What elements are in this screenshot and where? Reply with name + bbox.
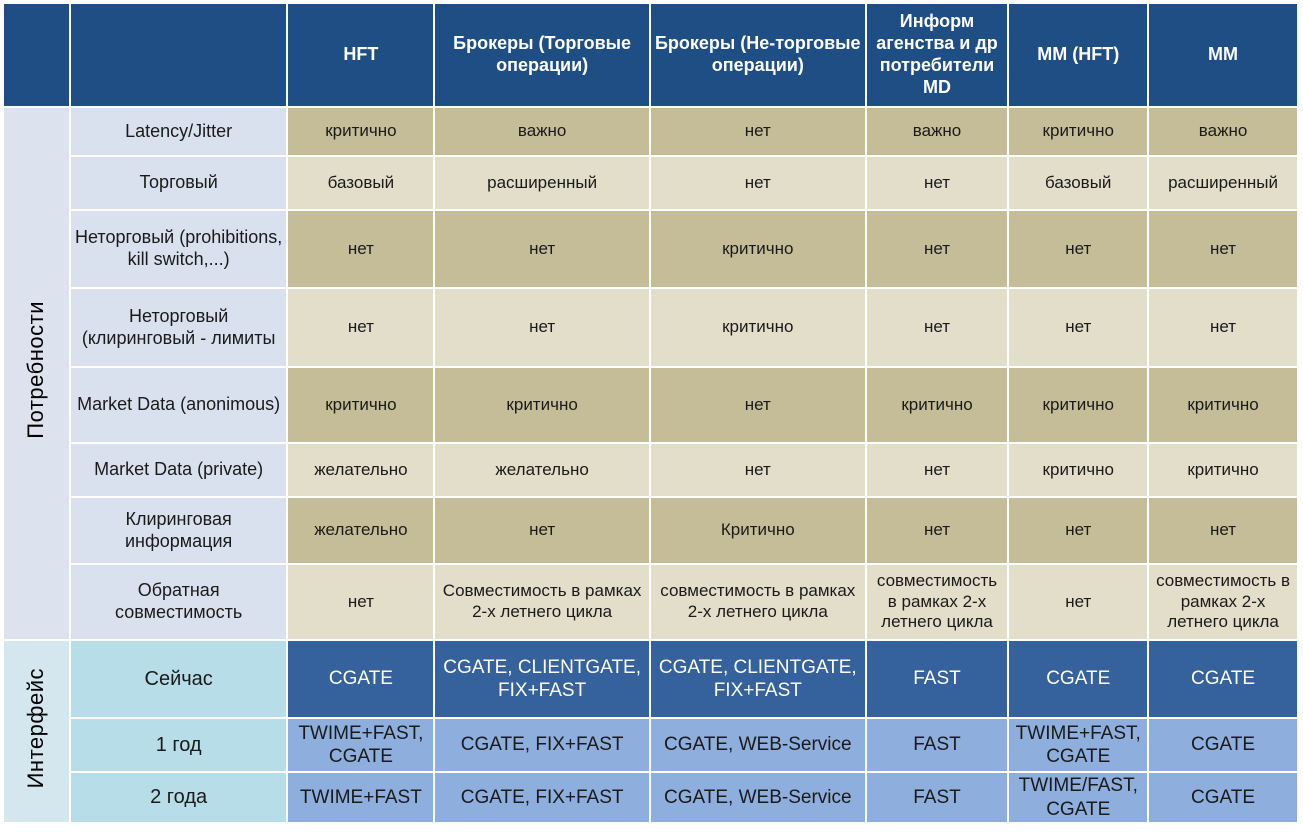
table-cell: нет (867, 289, 1008, 366)
table-cell: критично (651, 289, 865, 366)
row-label: Latency/Jitter (71, 108, 287, 155)
table-cell: TWIME/FAST, CGATE (1009, 773, 1147, 822)
table-cell: совместимость в рамках 2-х летнего цикла (867, 565, 1008, 639)
table-row (4, 289, 1297, 366)
row-label: Обратная совместимость (71, 565, 287, 639)
table-cell: критично (1149, 368, 1297, 442)
table-cell: TWIME+FAST, CGATE (1009, 719, 1147, 771)
table-cell: CGATE (1149, 773, 1297, 822)
table-cell: CGATE, WEB-Service (651, 719, 865, 771)
table-cell: нет (435, 211, 649, 287)
table-cell: CGATE, FIX+FAST (435, 773, 649, 822)
table-cell: критично (288, 368, 433, 442)
row-label: 2 года (71, 773, 287, 822)
table-cell: нет (288, 211, 433, 287)
table-cell: нет (1149, 498, 1297, 563)
table-row (4, 108, 1297, 155)
table-row (4, 157, 1297, 209)
table-cell: совместимость в рамках 2-х летнего цикла (651, 565, 865, 639)
header-corner (4, 4, 69, 106)
table-cell: совместимость в рамках 2-х летнего цикла (1149, 565, 1297, 639)
table-row (4, 211, 1297, 287)
table-cell: CGATE (1009, 641, 1147, 717)
table-cell: FAST (867, 773, 1008, 822)
table-row (4, 719, 1297, 771)
table-cell: желательно (288, 498, 433, 563)
table-cell: нет (651, 108, 865, 155)
row-label: Сейчас (71, 641, 287, 717)
table-cell: TWIME+FAST (288, 773, 433, 822)
table-row (4, 444, 1297, 496)
table-cell: нет (867, 498, 1008, 563)
table-cell: CGATE (1149, 719, 1297, 771)
table-cell: расширенный (435, 157, 649, 209)
table-cell: расширенный (1149, 157, 1297, 209)
row-label: Клиринговая информация (71, 498, 287, 563)
table-cell: критично (867, 368, 1008, 442)
table-cell: Совместимость в рамках 2-х летнего цикла (435, 565, 649, 639)
row-label: Торговый (71, 157, 287, 209)
table-row (4, 565, 1297, 639)
table-cell: нет (1009, 565, 1147, 639)
group-label-needs: Потребности (4, 108, 69, 639)
header-row (4, 4, 1297, 106)
table-cell: CGATE (288, 641, 433, 717)
table-cell: нет (435, 498, 649, 563)
col-header-brokers-trading: Брокеры (Торговые операции) (435, 4, 649, 106)
table-cell: FAST (867, 719, 1008, 771)
table-cell: базовый (288, 157, 433, 209)
table-cell: желательно (288, 444, 433, 496)
table-cell: критично (288, 108, 433, 155)
table-cell: нет (1149, 289, 1297, 366)
table-row (4, 498, 1297, 563)
table-cell: нет (288, 289, 433, 366)
table-cell: FAST (867, 641, 1008, 717)
group-label-interface: Интерфейс (4, 641, 69, 822)
table-cell: нет (867, 444, 1008, 496)
table-cell: нет (288, 565, 433, 639)
header-corner-label (71, 4, 287, 106)
col-header-info-agencies: Информ агенства и др потребители MD (867, 4, 1008, 106)
table-cell: TWIME+FAST, CGATE (288, 719, 433, 771)
col-header-mm-hft: MM (HFT) (1009, 4, 1147, 106)
table-cell: Критично (651, 498, 865, 563)
table-cell: нет (1149, 211, 1297, 287)
table-cell: базовый (1009, 157, 1147, 209)
table-cell: нет (651, 368, 865, 442)
table-cell: нет (435, 289, 649, 366)
table-cell: важно (435, 108, 649, 155)
table-cell: CGATE, FIX+FAST (435, 719, 649, 771)
col-header-hft: HFT (288, 4, 433, 106)
table-cell: CGATE, CLIENTGATE, FIX+FAST (651, 641, 865, 717)
table-cell: желательно (435, 444, 649, 496)
comparison-table (2, 2, 1299, 824)
table-cell: нет (1009, 289, 1147, 366)
table-row (4, 368, 1297, 442)
col-header-brokers-nontrading: Брокеры (Не-торговые операции) (651, 4, 865, 106)
table-row (4, 773, 1297, 822)
row-label: Market Data (private) (71, 444, 287, 496)
table-cell: нет (651, 444, 865, 496)
table-cell: нет (1009, 498, 1147, 563)
table-cell: CGATE (1149, 641, 1297, 717)
table-cell: нет (867, 211, 1008, 287)
table-cell: критично (1009, 444, 1147, 496)
table-cell: CGATE, WEB-Service (651, 773, 865, 822)
table-cell: нет (651, 157, 865, 209)
table-row (4, 641, 1297, 717)
table-cell: критично (1009, 368, 1147, 442)
table-cell: важно (867, 108, 1008, 155)
row-label: 1 год (71, 719, 287, 771)
table-cell: критично (1149, 444, 1297, 496)
row-label: Market Data (anonimous) (71, 368, 287, 442)
row-label: Неторговый (prohibitions, kill switch,...) (71, 211, 287, 287)
table-cell: нет (867, 157, 1008, 209)
table-cell: нет (1009, 211, 1147, 287)
table-cell: критично (1009, 108, 1147, 155)
col-header-mm: MM (1149, 4, 1297, 106)
table-cell: критично (435, 368, 649, 442)
table-cell: критично (651, 211, 865, 287)
row-label: Неторговый (клиринговый - лимиты (71, 289, 287, 366)
table-cell: CGATE, CLIENTGATE, FIX+FAST (435, 641, 649, 717)
table-cell: важно (1149, 108, 1297, 155)
